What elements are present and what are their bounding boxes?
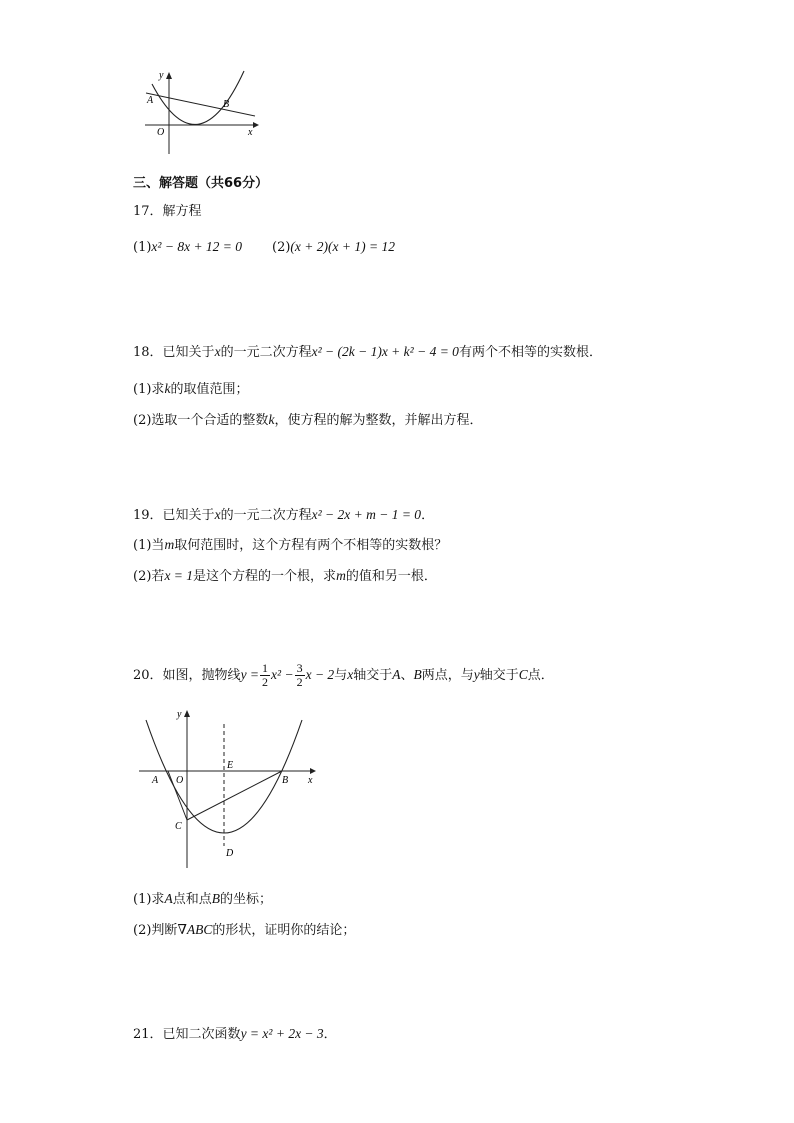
q20-var-y: y — [473, 667, 480, 682]
q20-part2-pre: 判断 — [151, 923, 178, 938]
q19-part2-mid: 是这个方程的一个根，求 — [193, 569, 337, 584]
q17-text: 解方程 — [162, 204, 202, 219]
q20-eq-lhs: y = — [240, 667, 260, 682]
q17-number: 17． — [133, 204, 163, 219]
q20-part1-post: 的坐标； — [219, 892, 272, 907]
q17-part2-tag: (2) — [272, 240, 291, 255]
q19-part1-post: 取何范围时，这个方程有两个不相等的实数根？ — [174, 538, 448, 553]
q21-number: 21． — [133, 1027, 163, 1042]
fig1-label-a: A — [147, 95, 154, 106]
q18-part2-post: ，使方程的解为整数，并解出方程． — [274, 413, 483, 428]
fig2-label-a: A — [152, 775, 159, 786]
q20-part1-b: B — [211, 891, 220, 906]
q19-part1 — [133, 536, 447, 555]
q19-part2-post: 的值和另一根． — [345, 569, 437, 584]
fig2-label-c: C — [175, 821, 182, 832]
q21-equation: y = x² + 2x − 3 — [240, 1026, 324, 1041]
fig1-label-x: x — [248, 127, 253, 138]
q17-part2 — [272, 238, 395, 257]
fig2-x-arrow — [310, 768, 316, 774]
q18-part1-tag: (1) — [133, 382, 152, 397]
section-heading: 三、解答题（共66分） — [133, 176, 269, 191]
q18-part2 — [133, 411, 482, 430]
q20-fraction-1 — [260, 662, 270, 689]
figure-parabola-chord — [140, 66, 264, 158]
fig2-label-y: y — [177, 709, 182, 720]
fig1-label-o: O — [157, 127, 165, 138]
q18-part2-tag: (2) — [133, 413, 152, 428]
fig2-label-b: B — [282, 775, 289, 786]
q19-text-mid: 的一元二次方程 — [220, 508, 312, 523]
q19-part2-var: m — [336, 568, 346, 583]
q20-point-c: C — [518, 667, 528, 682]
fig1-x-arrow — [253, 122, 259, 128]
q19-part2-tag: (2) — [133, 569, 152, 584]
q19-part2-equation: x = 1 — [164, 568, 194, 583]
q20-text-1: 与 — [334, 668, 348, 683]
q20-point-b: B — [413, 667, 422, 682]
fig1-chord-ab — [146, 93, 255, 116]
q19-var-x: x — [214, 507, 221, 522]
q18-part1 — [133, 380, 248, 399]
q21-stem — [133, 1025, 337, 1044]
q19-part2 — [133, 567, 437, 586]
q20-part2 — [133, 921, 355, 940]
fig1-label-y: y — [159, 70, 164, 81]
q21-text-post: ． — [323, 1027, 337, 1042]
q20-eq-mid: x² − — [271, 667, 294, 682]
q18-part2-pre: 选取一个合适的整数 — [151, 413, 269, 428]
q20-var-x: x — [347, 667, 354, 682]
q19-part1-var: m — [164, 537, 175, 552]
q19-part1-tag: (1) — [133, 538, 152, 553]
q19-part2-pre: 若 — [151, 569, 165, 584]
q17-part2-equation: (x + 2)(x + 1) = 12 — [290, 239, 395, 254]
fig2-label-o: O — [176, 775, 184, 786]
q20-fraction-2-num: 3 — [296, 661, 303, 676]
q18-part1-post: 的取值范围； — [170, 382, 249, 397]
q20-part2-post: 的形状，证明你的结论； — [212, 923, 356, 938]
q20-part1-a: A — [164, 891, 173, 906]
q18-var-x: x — [214, 344, 221, 359]
q20-fraction-1-den: 2 — [262, 675, 269, 690]
fig1-label-b: B — [223, 99, 230, 110]
q20-part2-tag: (2) — [133, 923, 152, 938]
q19-text-pre: 已知关于 — [162, 508, 215, 523]
q20-text-2: 轴交于 — [353, 668, 393, 683]
q20-part2-triangle: ∇ABC — [177, 922, 213, 937]
q17-part1 — [133, 238, 242, 257]
q20-text-pre: 如图，抛物线 — [162, 668, 241, 683]
q18-text-pre: 已知关于 — [162, 345, 215, 360]
q20-text-3: 两点，与 — [421, 668, 474, 683]
q18-stem — [133, 343, 602, 362]
q20-text-4: 轴交于 — [479, 668, 519, 683]
q19-part1-pre: 当 — [151, 538, 165, 553]
fig1-y-arrow — [166, 72, 172, 79]
q19-equation: x² − 2x + m − 1 = 0 — [311, 507, 422, 522]
q18-number: 18． — [133, 345, 163, 360]
q20-text-5: 点． — [527, 668, 554, 683]
fig2-segment-cb — [187, 771, 282, 820]
q18-part2-var: k — [268, 412, 275, 427]
q20-eq-tail: x − 2 — [305, 667, 335, 682]
fig2-label-d: D — [226, 848, 234, 859]
q20-part1-pre: 求 — [151, 892, 165, 907]
q20-fraction-2 — [295, 662, 305, 689]
q20-part1-tag: (1) — [133, 892, 152, 907]
q18-equation: x² − (2k − 1)x + k² − 4 = 0 — [311, 344, 459, 359]
q20-equation — [240, 661, 335, 690]
fig2-y-arrow — [184, 710, 190, 717]
fig1-parabola — [152, 71, 244, 124]
q20-point-a: A — [392, 667, 401, 682]
q20-separator: 、 — [400, 668, 414, 683]
q20-fraction-2-den: 2 — [296, 675, 303, 690]
q20-stem — [133, 660, 554, 691]
q17-stem — [133, 203, 202, 221]
q19-stem — [133, 506, 434, 525]
q21-text-pre: 已知二次函数 — [162, 1027, 241, 1042]
q18-text-mid: 的一元二次方程 — [220, 345, 312, 360]
q20-fraction-1-num: 1 — [262, 661, 269, 676]
q20-part1-mid: 点和点 — [172, 892, 212, 907]
q20-number: 20． — [133, 668, 163, 683]
q18-part1-var: k — [164, 381, 171, 396]
fig2-label-x: x — [308, 775, 313, 786]
q18-part1-pre: 求 — [151, 382, 165, 397]
q17-part1-equation: x² − 8x + 12 = 0 — [151, 239, 243, 254]
q19-text-post: ． — [421, 508, 435, 523]
fig2-label-e: E — [227, 760, 234, 771]
q19-number: 19． — [133, 508, 163, 523]
figure-parabola-triangle — [136, 704, 322, 874]
q20-part1 — [133, 890, 272, 909]
q18-text-post: 有两个不相等的实数根． — [458, 345, 602, 360]
q17-part1-tag: (1) — [133, 240, 152, 255]
